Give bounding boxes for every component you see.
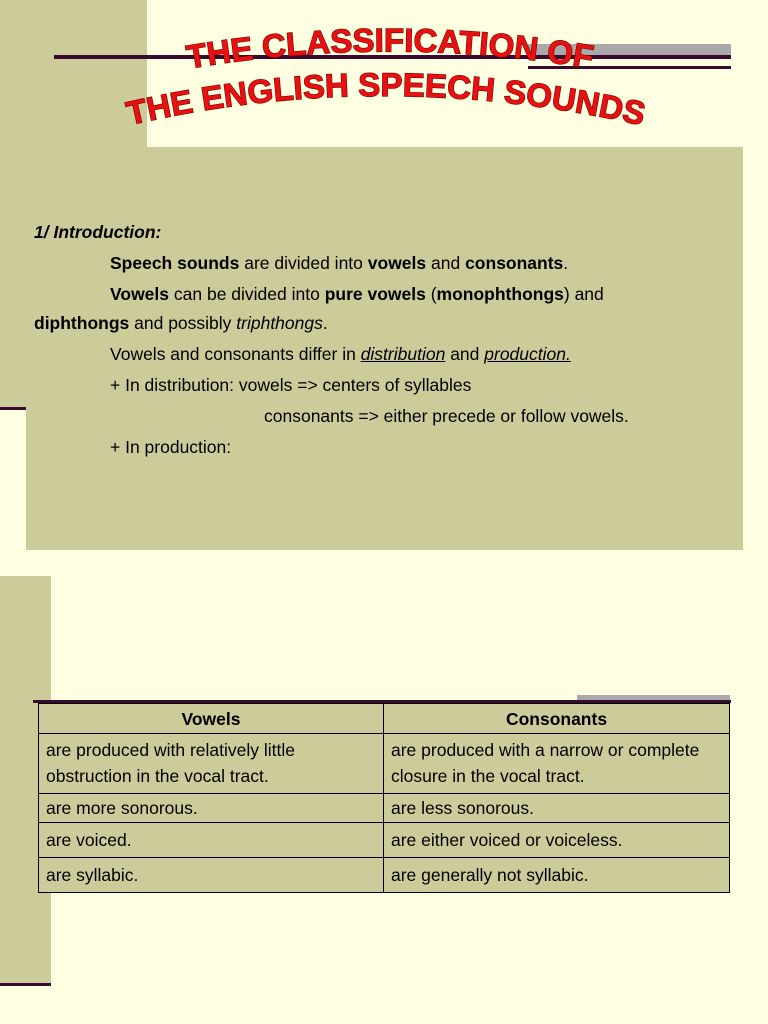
intro-paragraph-2 xyxy=(34,279,734,310)
table-cell: are less sonorous. xyxy=(384,794,730,823)
intro-text: and xyxy=(445,344,485,364)
bottom-tick-line xyxy=(0,983,51,986)
term-vowels: vowels xyxy=(367,253,427,273)
table-row xyxy=(39,858,730,893)
table-cell: are produced with a narrow or complete closure in the vocal tract. xyxy=(384,734,730,794)
table-row xyxy=(39,823,730,858)
left-tick-line xyxy=(0,407,26,410)
intro-heading: 1/ Introduction: xyxy=(34,222,162,242)
table-cell: are produced with relatively little obstruction in the vocal tract. xyxy=(39,734,384,794)
intro-text: and possibly xyxy=(129,313,237,333)
intro-production: + In production: xyxy=(110,437,232,457)
term-production: production. xyxy=(484,344,571,364)
title-line-2: THE ENGLISH SPEECH SOUNDS xyxy=(122,65,649,133)
intro-text: ( xyxy=(425,284,437,304)
term-pure-vowels: pure vowels xyxy=(324,284,426,304)
table-row xyxy=(39,734,730,794)
intro-text: and xyxy=(426,253,466,273)
introduction-section xyxy=(34,217,734,463)
intro-text: . xyxy=(563,253,569,273)
intro-text: can be divided into xyxy=(169,284,325,304)
term-diphthongs: diphthongs xyxy=(34,313,130,333)
slide-title xyxy=(80,20,700,145)
term-triphthongs: triphthongs xyxy=(236,313,323,333)
table-cell: are more sonorous. xyxy=(39,794,384,823)
vowels-consonants-table xyxy=(38,703,730,893)
term-vowels: Vowels xyxy=(110,284,170,304)
table-cell: are generally not syllabic. xyxy=(384,858,730,893)
term-consonants: consonants xyxy=(465,253,564,273)
term-monophthongs: monophthongs xyxy=(436,284,564,304)
table-cell: are voiced. xyxy=(39,823,384,858)
table-header-row xyxy=(39,704,730,734)
intro-text: Vowels and consonants differ in xyxy=(110,344,361,364)
intro-distribution-consonants: consonants => either precede or follow vowels. xyxy=(264,406,629,426)
header-vowels: Vowels xyxy=(39,704,384,734)
intro-paragraph-2-cont xyxy=(34,308,734,339)
intro-paragraph-1 xyxy=(34,248,734,279)
intro-paragraph-3 xyxy=(34,339,734,370)
intro-text: . xyxy=(322,313,328,333)
header-consonants: Consonants xyxy=(384,704,730,734)
table-cell: are either voiced or voiceless. xyxy=(384,823,730,858)
title-line-1: THE CLASSIFICATION OF xyxy=(183,21,597,76)
table-cell: are syllabic. xyxy=(39,858,384,893)
intro-text: ) and xyxy=(563,284,604,304)
table-row xyxy=(39,794,730,823)
term-speech-sounds: Speech sounds xyxy=(110,253,240,273)
term-distribution: distribution xyxy=(360,344,446,364)
intro-text: are divided into xyxy=(239,253,368,273)
intro-distribution-vowels: + In distribution: vowels => centers of syllables xyxy=(110,375,472,395)
